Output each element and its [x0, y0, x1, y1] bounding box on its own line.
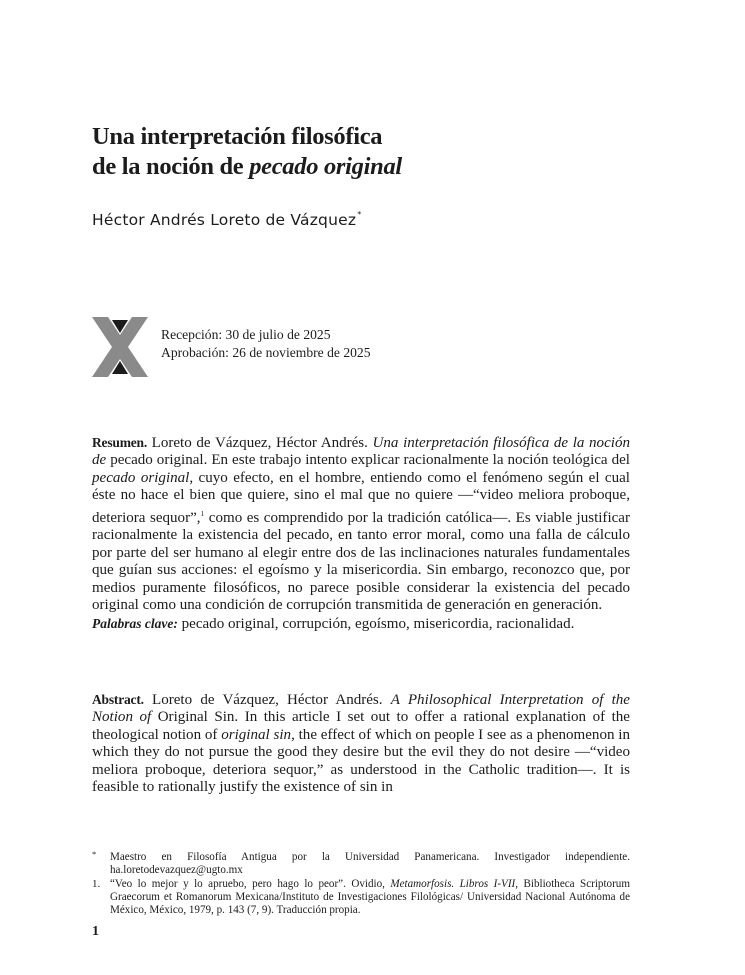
journal-x-logo-icon — [92, 317, 148, 377]
resumen-section — [92, 434, 630, 633]
received-date: Recepción: 30 de julio de 2025 — [161, 327, 331, 342]
keywords: Palabras clave: pecado original, corrupción, egoísmo, misericordia, racionalidad. — [92, 615, 575, 632]
abstract-section — [92, 691, 630, 797]
footnote-1-mark: * — [92, 849, 97, 859]
submission-dates — [161, 326, 371, 361]
article-title — [92, 122, 652, 182]
author-name: Héctor Andrés Loreto de Vázquez* — [92, 210, 362, 229]
page-number: 1 — [92, 924, 99, 939]
footnote-2-mark: 1. — [92, 878, 101, 890]
title-line-2: de la noción de pecado original — [92, 153, 402, 180]
title-italic: pecado original — [249, 153, 402, 180]
abstract-paragraph: Abstract. Loreto de Vázquez, Héctor Andrés. A Philosophical Interpretation of the Notion of Original Sin. In this article I set out to offer a rational explanation of the theological notion of original sin, the effect of which on people I see as a phenomenon in which they do not pursue the good they desire but the evil they do not desire —“video meliora proboque, deteriora sequor,” as understood in the Catholic tradition—. It is feasible to rationally justify the existence of sin in — [92, 692, 630, 796]
resumen-paragraph: Resumen. Loreto de Vázquez, Héctor Andrés. Una interpretación filosófica de la noción de pecado original. En este trabajo intento explicar racionalmente la noción teológica del pecado original, cuyo efecto, en el hombre, entiendo como el fenómeno según el cual éste no hace el bien que quiere, sino el mal que no quiere —“video meliora proboque, deteriora sequor”,$^1$ como es comprendido por la tradición católica—. Es viable justificar racionalmente la existencia del pecado, en tanto error moral, como una falla de cálculo por parte del ser humano al elegir entre dos de las inclinaciones naturales fundamentales que guían sus acciones: el egoísmo y la misericordia. Sin embargo, reconozco que, por medios puramente filosóficos, no parece posible considerar la existencia del pecado original como una condición de corrupción transmitida de generación en generación. — [92, 435, 630, 614]
footnote-1: Maestro en Filosofía Antigua por la Universidad Panamericana. Investigador independiente. ha.loretodevazquez@ugto.mx — [110, 851, 630, 876]
title-line-1: Una interpretación filosófica — [92, 123, 383, 150]
author-footnote-mark: * — [357, 210, 362, 219]
footnote-2: “Veo lo mejor y lo apruebo, pero hago lo peor”. Ovidio, Metamorfosis. Libros I-VII, Bibliotheca Scriptorum Graecorum et Romanorum Mexicana/Instituto de Investigaciones Filológicas/ Universidad Nacional Autónoma de México, México, 1979, p. 143 (7, 9). Traducción propia. — [110, 878, 630, 916]
approved-date: Aprobación: 26 de noviembre de 2025 — [161, 344, 371, 360]
resumen-label: Resumen. — [92, 435, 148, 450]
footnote-ref-1[interactable]: 1 — [200, 508, 205, 518]
abstract-label: Abstract. — [92, 692, 144, 707]
